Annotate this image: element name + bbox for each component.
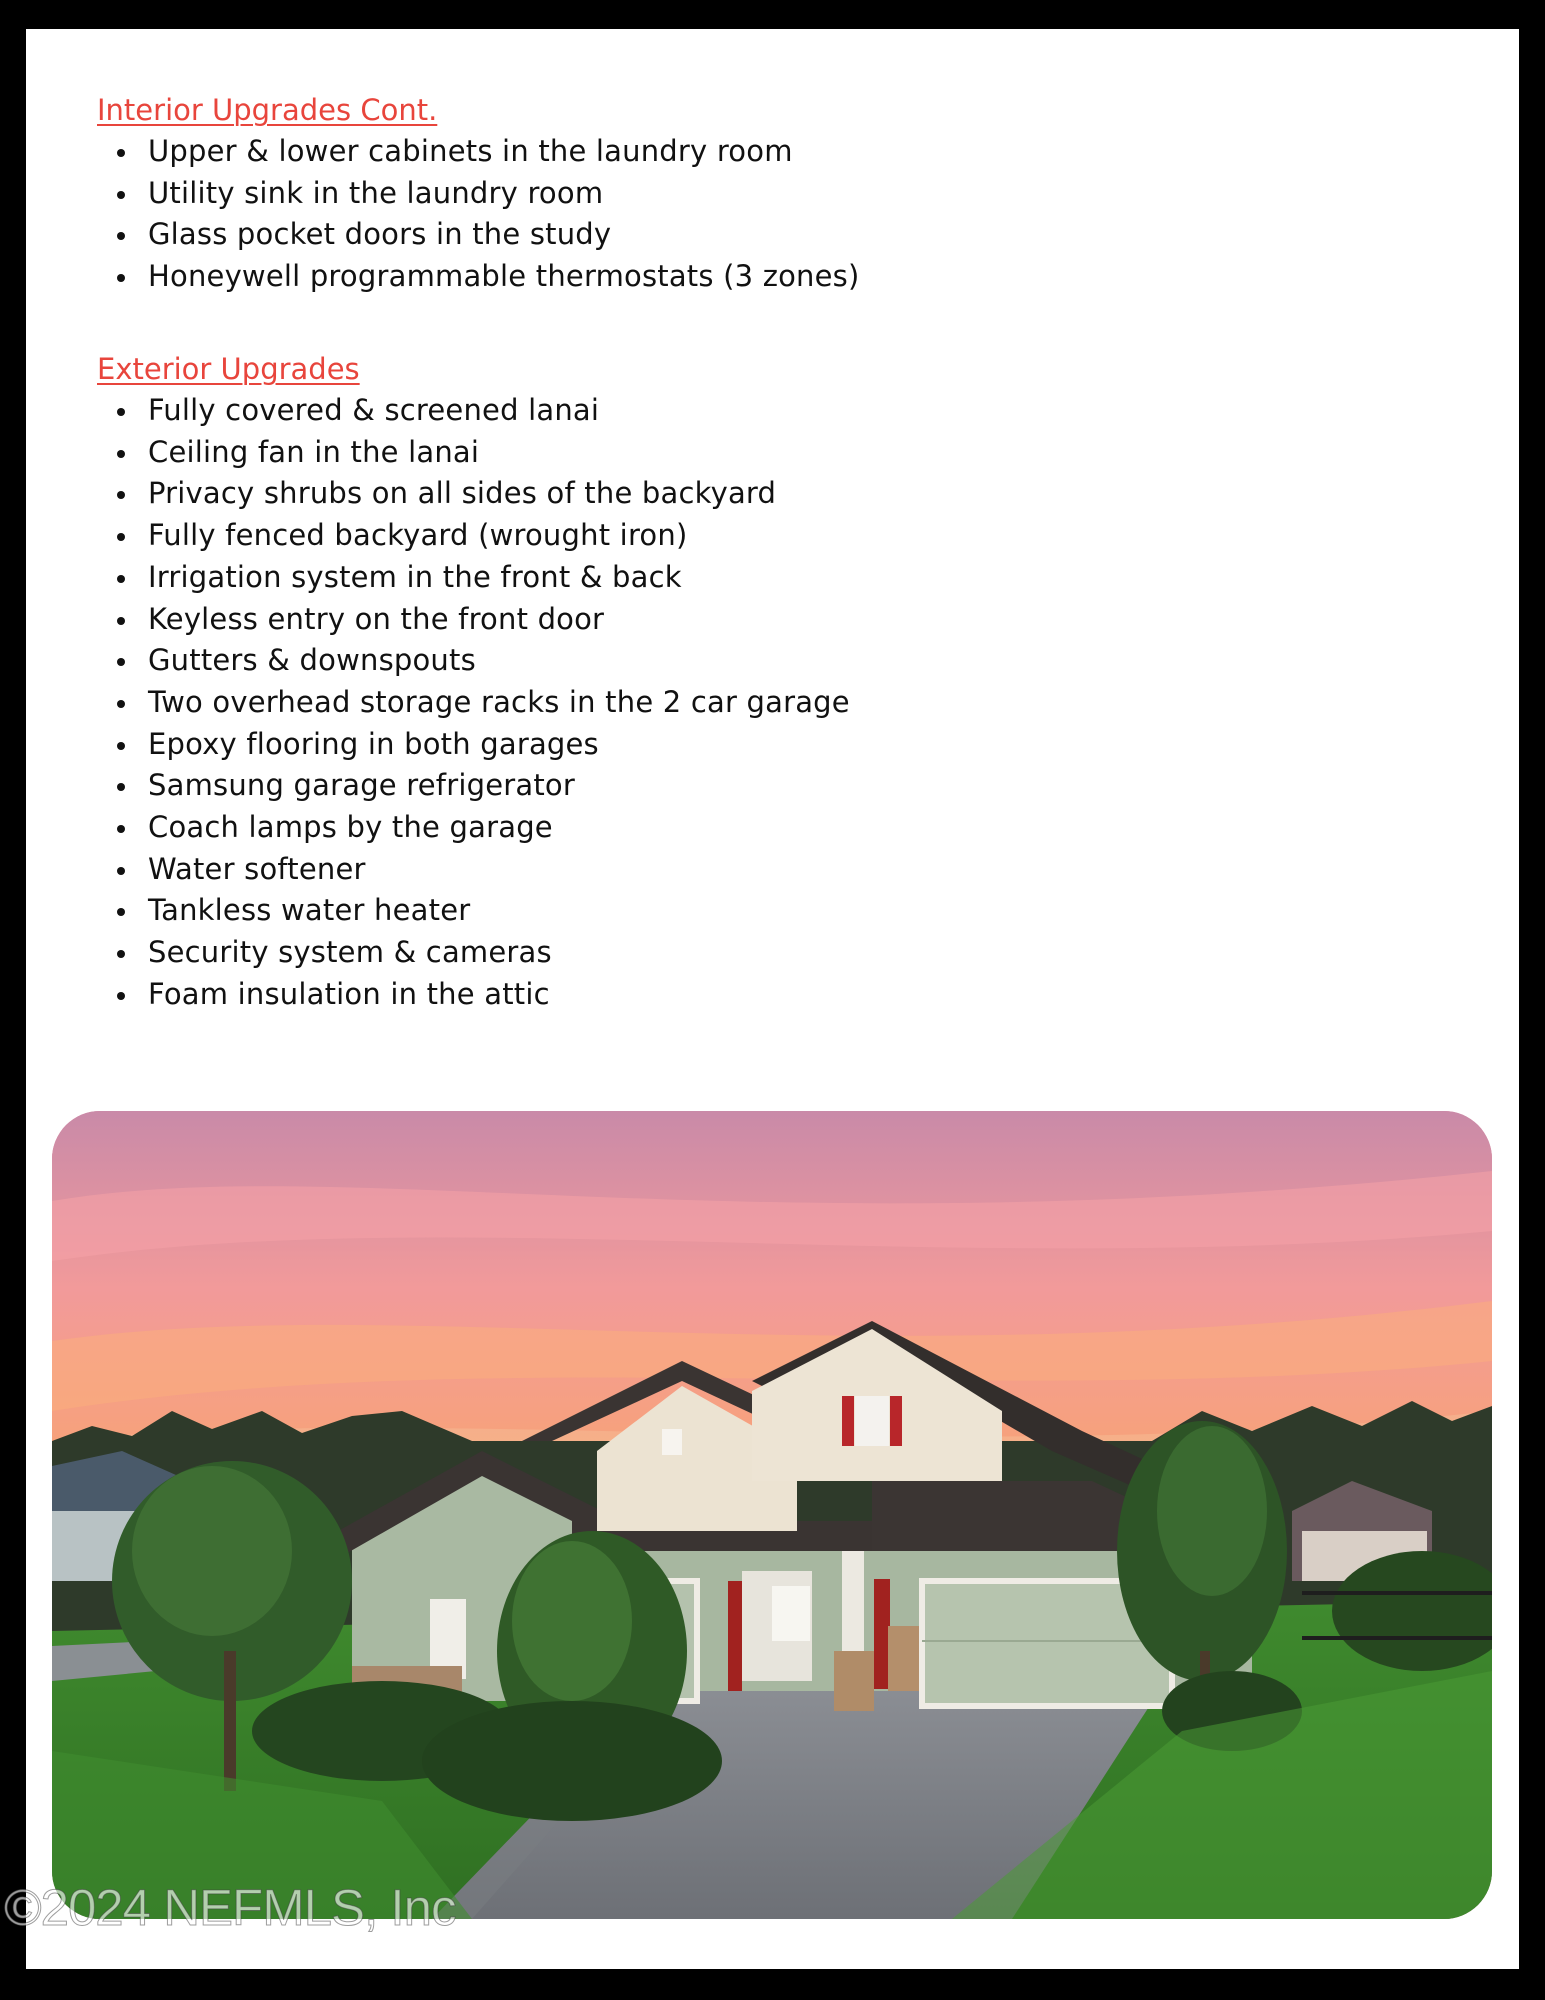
house-photo [52, 1111, 1492, 1919]
interior-upgrades-heading: Interior Upgrades Cont. [97, 93, 438, 127]
list-item: Ceiling fan in the lanai [97, 432, 1297, 474]
list-item: Security system & cameras [97, 932, 1297, 974]
list-item: Coach lamps by the garage [97, 807, 1297, 849]
interior-upgrades-list [97, 131, 1297, 298]
list-item: Upper & lower cabinets in the laundry room [97, 131, 1297, 173]
list-item: Honeywell programmable thermostats (3 zones) [97, 256, 1297, 298]
list-item: Foam insulation in the attic [97, 974, 1297, 1016]
exterior-upgrades-heading: Exterior Upgrades [97, 352, 360, 386]
list-item: Samsung garage refrigerator [97, 765, 1297, 807]
list-item: Two overhead storage racks in the 2 car garage [97, 682, 1297, 724]
list-item: Fully fenced backyard (wrought iron) [97, 515, 1297, 557]
exterior-upgrades-list [97, 390, 1297, 1016]
document-page [26, 29, 1519, 1969]
copyright-watermark: ©2024 NEFMLS, Inc [4, 1879, 456, 1936]
list-item: Privacy shrubs on all sides of the backyard [97, 473, 1297, 515]
list-item: Gutters & downspouts [97, 640, 1297, 682]
list-item: Water softener [97, 849, 1297, 891]
list-item: Epoxy flooring in both garages [97, 724, 1297, 766]
list-item: Fully covered & screened lanai [97, 390, 1297, 432]
exterior-upgrades-section [97, 350, 1297, 1016]
list-item: Glass pocket doors in the study [97, 214, 1297, 256]
interior-upgrades-section [97, 91, 1297, 298]
list-item: Utility sink in the laundry room [97, 173, 1297, 215]
list-item: Irrigation system in the front & back [97, 557, 1297, 599]
list-item: Tankless water heater [97, 890, 1297, 932]
list-item: Keyless entry on the front door [97, 599, 1297, 641]
